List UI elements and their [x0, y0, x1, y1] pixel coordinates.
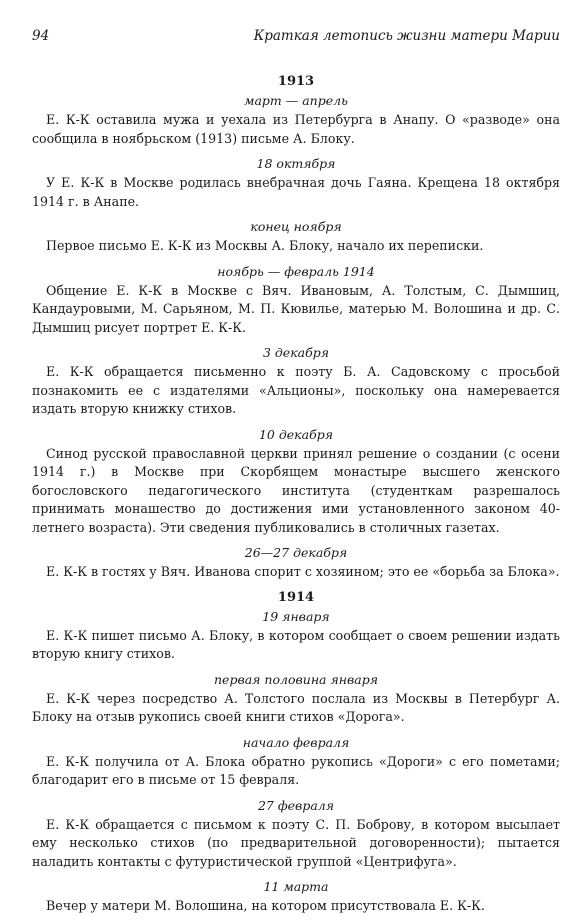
chronicle-entry: Синод русской православной церкви принял решение о создании (с осени 1914 г.) в Москве при Скорбящем монастыре высшего женского богословского педагогического института (студенткам разрешалось принимать монашество до достижения ими установленного законом 40-летнего возраста). Эти сведения публиковались в столичных газетах.: [32, 445, 560, 535]
chronicle-entry: Е. К-К получила от А. Блока обратно рукопись «Дороги» с его пометами; благодарит его в письме от 15 февраля.: [32, 753, 560, 787]
chronicle-entry: Е. К-К в гостях у Вяч. Иванова спорит с хозяином; это ее «борьба за Блока».: [46, 564, 560, 579]
chronicle-entry: Е. К-К оставила мужа и уехала из Петербурга в Анапу. О «разводе» она сообщила в ноябрьском (1913) письме А. Блоку.: [32, 112, 560, 146]
date-heading: 18 октября: [256, 156, 336, 171]
chronicle-body: [32, 72, 560, 916]
chronicle-entry: Первое письмо Е. К-К из Москвы А. Блоку, начало их переписки.: [46, 238, 484, 253]
chronicle-entry: Е. К-К обращается с письмом к поэту С. П. Боброву, в котором высылает ему несколько стихов (по предварительной договоренности); пытается наладить контакты с футуристической группой «Центрифуга».: [32, 816, 560, 869]
date-heading: март — апрель: [244, 93, 348, 108]
date-heading: 10 декабря: [258, 426, 334, 442]
date-heading: 11 марта: [263, 879, 329, 894]
date-heading: первая половина января: [214, 671, 378, 687]
date-heading: 27 февраля: [257, 797, 335, 813]
chronicle-entry: Общение Е. К-К в Москве с Вяч. Ивановым, А. Толстым, С. Дымшиц, Кандауровыми, М. Сарьяном, М. П. Кювилье, матерью М. Волошина и др. С. Дымшиц рисует портрет Е. К-К.: [32, 282, 560, 335]
year-heading: 1914: [277, 589, 315, 605]
date-heading: 26—27 декабря: [244, 545, 348, 560]
running-head: [32, 28, 560, 44]
date-heading: ноябрь — февраль 1914: [217, 263, 375, 279]
chronicle-entry: Вечер у матери М. Волошина, на котором присутствовала Е. К-К.: [46, 898, 485, 913]
date-heading: 19 января: [262, 608, 330, 624]
book-page: [32, 28, 560, 922]
year-heading: 1913: [277, 74, 315, 89]
chronicle-entry: Е. К-К обращается письменно к поэту Б. А. Садовскому с просьбой познакомить ее с издателями «Альционы», поскольку она намеревается издать вторую книжку стихов.: [32, 364, 560, 416]
date-heading: конец ноября: [250, 219, 342, 234]
chronicle-entry: Е. К-К пишет письмо А. Блоку, в котором сообщает о своем решении издать вторую книгу стихов.: [32, 627, 560, 661]
date-heading: 3 декабря: [262, 345, 330, 360]
date-heading: начало февраля: [242, 734, 350, 750]
chronicle-entry: У Е. К-К в Москве родилась внебрачная дочь Гаяна. Крещена 18 октября 1914 г. в Анапе.: [32, 175, 560, 209]
page-number: 94: [32, 28, 50, 44]
running-title: Краткая летопись жизни матери Марии: [253, 28, 560, 44]
chronicle-entry: Е. К-К через посредство А. Толстого послала из Москвы в Петербург А. Блоку на отзыв рукопись своей книги стихов «Дорога».: [32, 690, 560, 724]
